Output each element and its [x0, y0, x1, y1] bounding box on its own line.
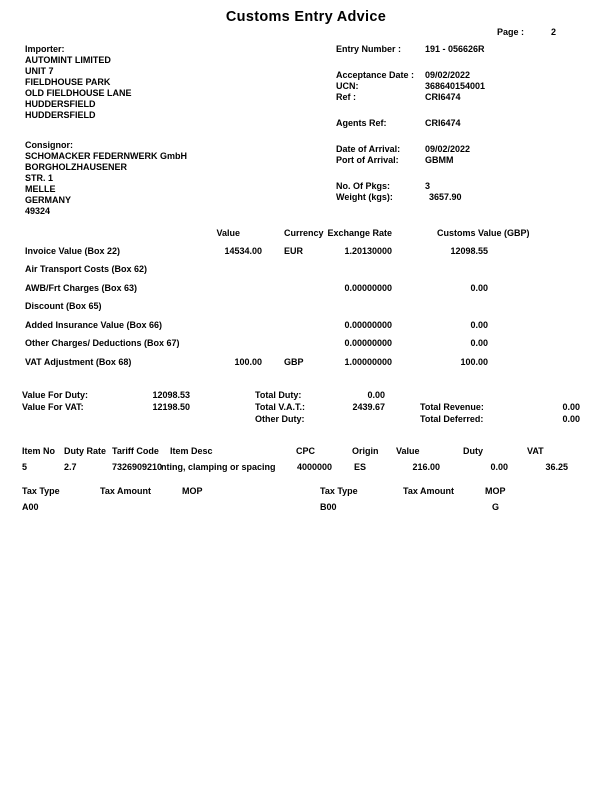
weight-value: 3657.90: [429, 192, 462, 202]
port-of-arrival-value: GBMM: [425, 155, 454, 165]
row-customs-value: 12098.55: [450, 246, 488, 256]
total-revenue-label: Total Revenue:: [420, 402, 484, 412]
no-of-pkgs-value: 3: [425, 181, 431, 191]
page-number: 2: [551, 27, 557, 37]
port-of-arrival-label: Port of Arrival:: [336, 155, 399, 165]
values-header-customs-value: Customs Value (GBP): [437, 228, 530, 238]
total-duty-label: Total Duty:: [255, 390, 302, 400]
importer-line: OLD FIELDHOUSE LANE: [25, 88, 132, 98]
tax-type-value-right: B00: [320, 502, 337, 512]
value-for-duty-label: Value For Duty:: [22, 390, 89, 400]
consignor-line: GERMANY: [25, 195, 72, 205]
mop-label-left: MOP: [182, 486, 203, 496]
page-label: Page :: [497, 27, 525, 37]
weight-label: Weight (kgs):: [336, 192, 393, 202]
value-for-vat-label: Value For VAT:: [22, 402, 84, 412]
row-label: Discount (Box 65): [25, 301, 102, 311]
importer-label: Importer:: [25, 44, 65, 54]
items-header-item-no: Item No: [22, 446, 56, 456]
row-label: VAT Adjustment (Box 68): [25, 357, 132, 367]
item-tariff-code: 7326909210: [112, 462, 163, 472]
total-revenue-value: 0.00: [562, 402, 580, 412]
mop-label-right: MOP: [485, 486, 506, 496]
row-customs-value: 100.00: [460, 357, 488, 367]
row-exchange-rate: 1.20130000: [344, 246, 392, 256]
item-value: 216.00: [412, 462, 440, 472]
tax-amount-label-left: Tax Amount: [100, 486, 151, 496]
consignor-line: STR. 1: [25, 173, 54, 183]
values-header-value: Value: [216, 228, 240, 238]
row-value: 100.00: [234, 357, 262, 367]
item-duty: 0.00: [490, 462, 508, 472]
row-exchange-rate: 0.00000000: [344, 320, 392, 330]
row-exchange-rate: 1.00000000: [344, 357, 392, 367]
row-label: Air Transport Costs (Box 62): [25, 264, 148, 274]
acceptance-date-label: Acceptance Date :: [336, 70, 415, 80]
ucn-value: 368640154001: [425, 81, 486, 91]
consignor-line: 49324: [25, 206, 51, 216]
item-origin: ES: [354, 462, 367, 472]
tax-type-label-left: Tax Type: [22, 486, 60, 496]
importer-line: HUDDERSFIELD: [25, 110, 96, 120]
acceptance-date-value: 09/02/2022: [425, 70, 471, 80]
row-exchange-rate: 0.00000000: [344, 283, 392, 293]
consignor-line: BORGHOLZHAUSENER: [25, 162, 128, 172]
other-duty-label: Other Duty:: [255, 414, 305, 424]
item-desc: nting, clamping or spacing: [161, 462, 276, 472]
items-header-tariff-code: Tariff Code: [112, 446, 159, 456]
importer-line: UNIT 7: [25, 66, 54, 76]
items-header-origin: Origin: [352, 446, 379, 456]
items-header-item-desc: Item Desc: [170, 446, 213, 456]
total-duty-value: 0.00: [367, 390, 385, 400]
items-header-cpc: CPC: [296, 446, 316, 456]
date-of-arrival-label: Date of Arrival:: [336, 144, 401, 154]
items-header-duty: Duty: [463, 446, 483, 456]
row-currency: EUR: [284, 246, 304, 256]
ref-value: CRI6474: [425, 92, 461, 102]
total-vat-label: Total V.A.T.:: [255, 402, 306, 412]
consignor-label: Consignor:: [25, 140, 73, 150]
consignor-line: SCHOMACKER FEDERNWERK GmbH: [25, 151, 187, 161]
consignor-line: MELLE: [25, 184, 56, 194]
ref-label: Ref :: [336, 92, 356, 102]
row-label: Other Charges/ Deductions (Box 67): [25, 338, 180, 348]
tax-type-value-left: A00: [22, 502, 39, 512]
value-for-duty-value: 12098.53: [152, 390, 190, 400]
row-label: AWB/Frt Charges (Box 63): [25, 283, 138, 293]
entry-number-value: 191 - 056626R: [425, 44, 485, 54]
row-exchange-rate: 0.00000000: [344, 338, 392, 348]
row-label: Added Insurance Value (Box 66): [25, 320, 163, 330]
items-header-duty-rate: Duty Rate: [64, 446, 107, 456]
value-for-vat-value: 12198.50: [152, 402, 190, 412]
ucn-label: UCN:: [336, 81, 359, 91]
page-title: Customs Entry Advice: [225, 9, 387, 25]
items-header-value: Value: [396, 446, 420, 456]
row-customs-value: 0.00: [470, 320, 488, 330]
tax-amount-label-right: Tax Amount: [403, 486, 454, 496]
row-value: 14534.00: [224, 246, 262, 256]
entry-number-label: Entry Number :: [336, 44, 402, 54]
tax-type-label-right: Tax Type: [320, 486, 358, 496]
total-deferred-label: Total Deferred:: [420, 414, 484, 424]
agents-ref-value: CRI6474: [425, 118, 461, 128]
values-header-exchange-rate: Exchange Rate: [327, 228, 392, 238]
mop-value-right: G: [492, 502, 500, 512]
item-vat: 36.25: [545, 462, 568, 472]
item-cpc: 4000000: [297, 462, 333, 472]
row-currency: GBP: [284, 357, 304, 367]
values-header-currency: Currency: [284, 228, 324, 238]
row-customs-value: 0.00: [470, 283, 488, 293]
items-header-vat: VAT: [527, 446, 544, 456]
total-deferred-value: 0.00: [562, 414, 580, 424]
importer-line: AUTOMINT LIMITED: [25, 55, 111, 65]
row-customs-value: 0.00: [470, 338, 488, 348]
importer-line: HUDDERSFIELD: [25, 99, 96, 109]
row-label: Invoice Value (Box 22): [25, 246, 121, 256]
agents-ref-label: Agents Ref:: [336, 118, 387, 128]
item-no: 5: [22, 462, 28, 472]
total-vat-value: 2439.67: [352, 402, 385, 412]
no-of-pkgs-label: No. Of Pkgs:: [336, 181, 391, 191]
importer-line: FIELDHOUSE PARK: [25, 77, 111, 87]
item-duty-rate: 2.7: [64, 462, 77, 472]
date-of-arrival-value: 09/02/2022: [425, 144, 471, 154]
